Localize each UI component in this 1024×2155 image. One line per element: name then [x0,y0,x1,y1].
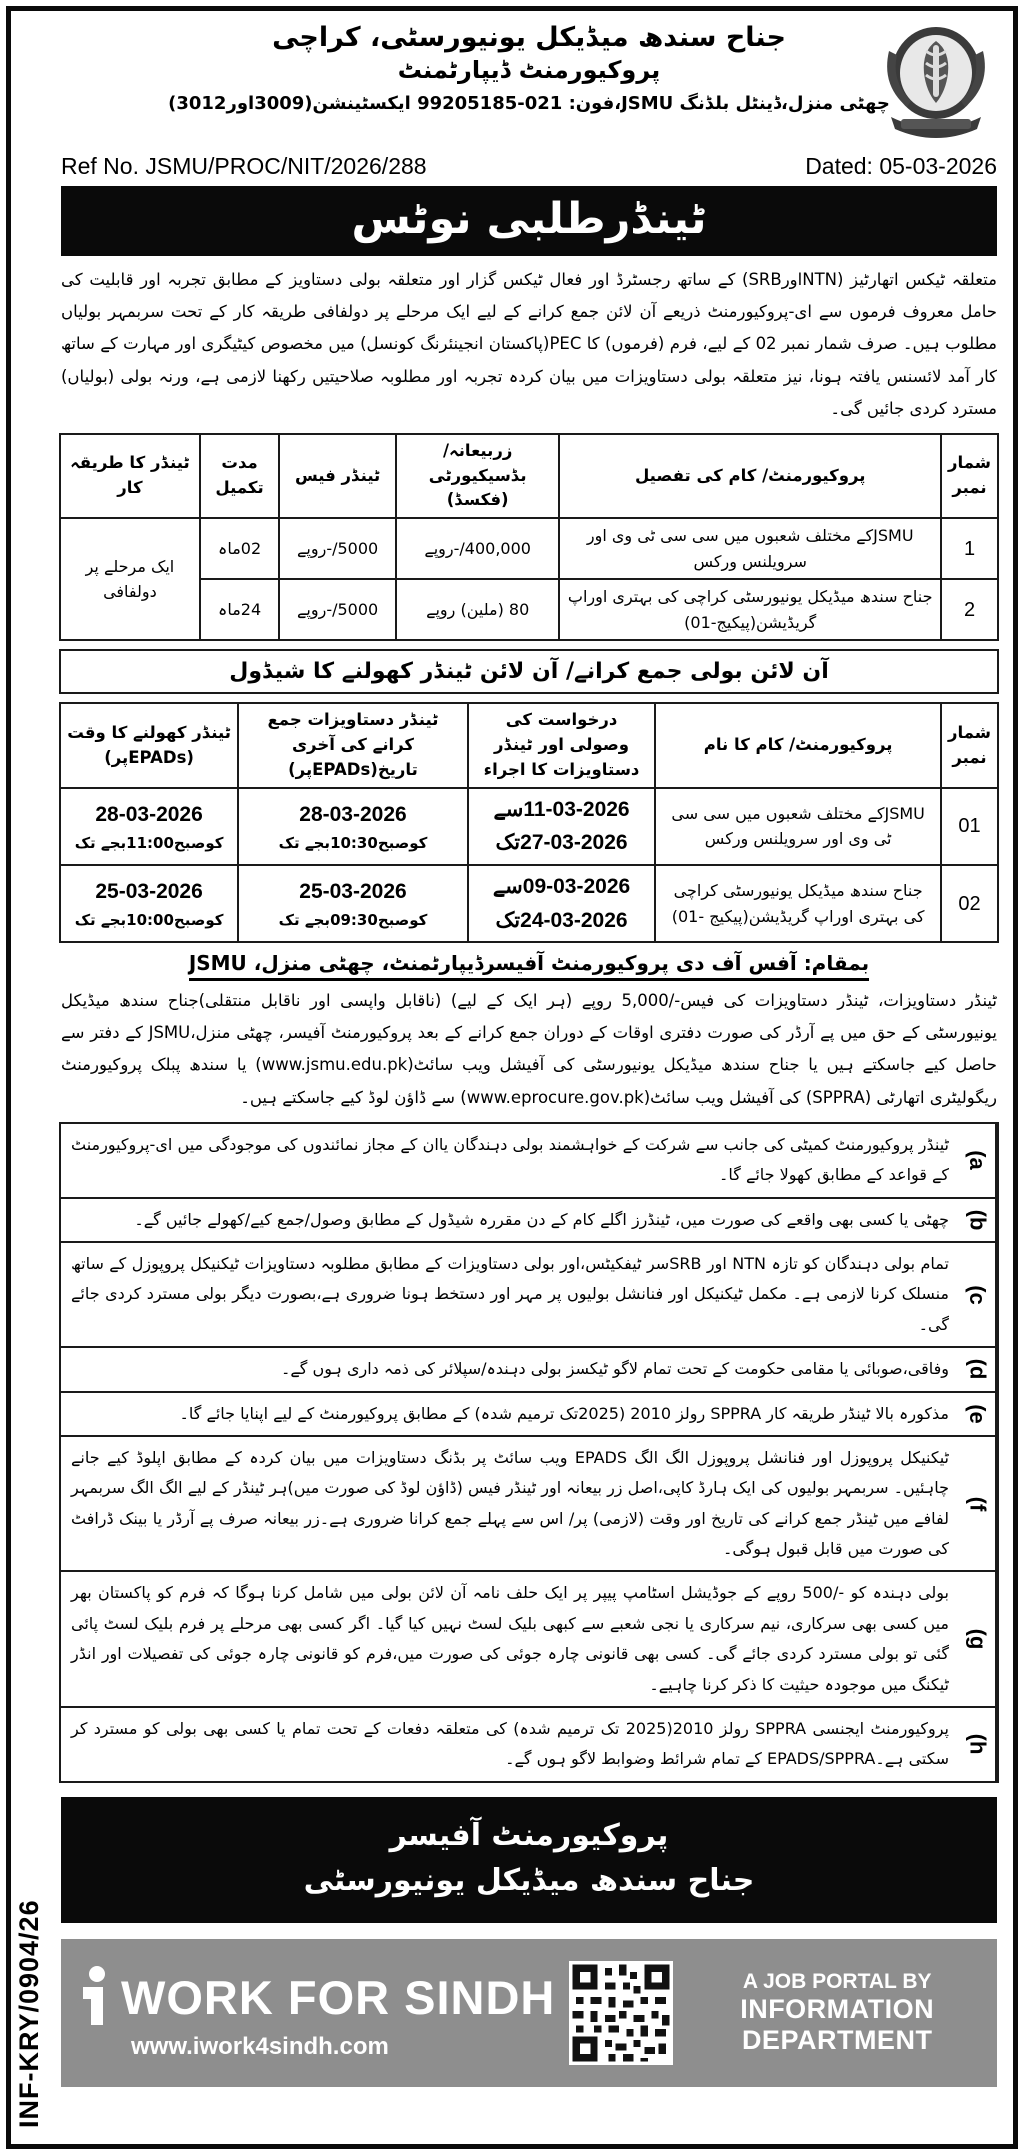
open-time: کوصبح10:00بجے تک [74,911,224,930]
open-date: 28-03-2026 [95,802,203,826]
signature-block [61,1797,997,1923]
col-name: پروکیورمنٹ/ کام کا نام [655,703,941,787]
signatory-org: جناح سندھ میڈیکل یونیورسٹی [303,1862,755,1898]
terms-notes-list [59,1122,999,1783]
opening-cell [60,865,238,942]
note-row-c [61,1243,997,1348]
note-letter: (d [959,1348,997,1390]
note-text: چھٹی یا کسی بھی واقعے کی صورت میں، ٹینڈرز اگلے کام کے دن مقررہ شیڈول کے مطابق وصول/جمع کیے/کھولے جائیں گے۔ [134,1209,949,1229]
iwork-banner [61,1939,997,2087]
last-date: 28-03-2026 [299,802,407,826]
col-duration: مدت تکمیل [200,434,280,518]
serial-cell: 01 [941,788,998,865]
serial-cell: 2 [941,579,998,640]
iwork-brand [71,1965,555,2061]
name-cell: JSMUکے مختلف شعبوں میں سی سی ٹی وی اور سرویلنس ورکس [655,788,941,865]
iwork-main-text: WORK FOR SINDH [121,1971,556,2025]
table-header-row [60,703,998,787]
fee-cell: 5000/-روپے [279,579,396,640]
issue-cell [468,788,655,865]
col-serial: شمار نمبر [941,703,998,787]
university-seal-icon [877,21,995,145]
portal-line1: A JOB PORTAL BY [742,1969,932,1993]
department-name: پروکیورمنٹ ڈیپارٹمنٹ [397,55,661,84]
issue-to: 24-03-2026تک [495,908,628,932]
note-row-a [61,1124,997,1199]
col-method: ٹینڈر کا طریقہ کار [60,434,200,518]
page-frame [6,6,1018,2149]
method-cell: ایک مرحلے پر دولفافی [60,518,200,640]
portal-line2: INFORMATION DEPARTMENT [740,1993,935,2055]
duration-cell: 02ماہ [200,518,280,579]
last-date-cell [238,865,468,942]
col-issue: درخواست کی وصولی اور ٹینڈر دستاویزات کا اجراء [468,703,655,787]
fee-paragraph: ٹینڈر دستاویزات، ٹینڈر دستاویزات کی فیس-/5,000 روپے (ہر ایک کے لیے) (ناقابل واپسی اور ناقابل منتقلی)جناح سندھ میڈیکل یونیورسٹی کے حق میں پے آرڈر کی صورت دفتری اوقات کے دوران جمع کرانے کے بعد پروکیورمنٹ آفیسر، چھٹی منزل،JSMU کے دفتر سے حاصل کیے جاسکتے ہیں یا جناح سندھ میڈیکل یونیورسٹی کی آفیشل ویب سائٹ(www.jsmu.edu.pk) یا سندھ پبلک پروکیورمنٹ ریگولیٹری اتھارٹی (SPPRA) کی آفیشل ویب سائٹ(www.eprocure.gov.pk) سے ڈاؤن لوڈ کیے جاسکتے ہیں۔ [61,991,997,1107]
note-text: تمام بولی دہندگان کو تازہ NTN اور SRBسر ٹیفکیٹس،اور بولی دستاویزات کے مطابق مطلوبہ دستاویزات ٹیکنیکل پروپوزل کے ساتھ منسلک کرنا لازمی ہے۔ مکمل ٹیکنیکل اور فنانشل بولیوں پر مہر اور دستخط ہونا ضروری ہے،بصورت دیگر بولی مسترد کردی جائے گی۔ [71,1253,949,1334]
issue-from: 11-03-2026سے [493,797,630,821]
detail-cell: JSMUکے مختلف شعبوں میں سی سی ٹی وی اور سرویلنس ورکس [559,518,941,579]
address-phone-line: چھٹی منزل،ڈینٹل بلڈنگ JSMU،فون: 021-99205185 ایکسٹینشن(3009اور3012) [168,92,890,114]
note-letter: (b [959,1199,997,1241]
iwork-person-icon [75,1965,115,2031]
note-text: ٹیکنیکل پروپوزل اور فنانشل پروپوزل الگ الگ EPADS ویب سائٹ پر بڈنگ دستاویزات میں بیان کردہ کے مطابق اپلوڈ کیے جانے چاہئیں۔ سربمہر بولیوں کی ایک ہارڈ کاپی،اصل زر بیعانہ اور ٹینڈر فیس (ڈاؤن لوڈ کی صورت میں)ہر ٹینڈر کے لیے الگ الگ سربمہر لفافے میں ٹینڈر جمع کرانے کی تاریخ اور وقت (لازمی) پر/ اس سے پہلے جمع کرانا ضروری ہے۔زر بیعانہ صرف پے آرڈر یا بینک ڈرافٹ کی صورت میں قابل قبول ہوگی۔ [71,1447,950,1559]
note-row-d [61,1348,997,1392]
advert-code-vertical: INF-KRY/0904/26 [14,1899,44,2128]
opening-cell [60,788,238,865]
note-row-b [61,1199,997,1243]
open-time: کوصبح11:00بجے تک [74,834,224,853]
tender-details-table [59,433,999,642]
note-letter: (c [959,1243,997,1346]
venue-line: بمقام: آفس آف دی پروکیورمنٹ آفیسرڈیپارٹمنٹ، چھٹی منزل، JSMU [59,951,999,981]
duration-cell: 24ماہ [200,579,280,640]
note-text: وفاقی،صوبائی یا مقامی حکومت کے تحت تمام لاگو ٹیکسز بولی دہندہ/سپلائر کی ذمہ داری ہوں گے۔ [281,1359,949,1379]
security-cell: 400,000/-روپے [396,518,559,579]
note-letter: (h [959,1708,997,1781]
iwork-url[interactable]: www.iwork4sindh.com [131,2032,389,2060]
note-letter: (f [959,1437,997,1571]
portal-caption [687,1970,987,2056]
col-opening: ٹینڈر کھولنے کا وقت (EPADsپر) [60,703,238,787]
col-serial: شمار نمبر [941,434,998,518]
table-row [60,518,998,579]
note-text: ٹینڈر پروکیورمنٹ کمیٹی کی جانب سے شرکت کے خواہشمند بولی دہندگان یاان کے مجاز نمائندوں کی موجودگی میں ای-پروکیورمنٹ کے قواعد کے مطابق کھولا جائے گا۔ [71,1134,949,1185]
last-time: کوصبح09:30بجے تک [278,911,428,930]
issue-cell [468,865,655,942]
table-row [60,788,998,865]
serial-cell: 1 [941,518,998,579]
note-row-e [61,1393,997,1437]
ref-row [61,153,997,180]
detail-cell: جناح سندھ میڈیکل یونیورسٹی کراچی کی بہتری اوراپ گریڈیشن(پیکیج-01) [559,579,941,640]
note-letter: (a [959,1124,997,1197]
issue-to: 27-03-2026تک [495,831,628,855]
col-fee: ٹینڈر فیس [279,434,396,518]
fee-cell: 5000/-روپے [279,518,396,579]
note-row-f [61,1437,997,1573]
signatory-title: پروکیورمنٹ آفیسر [389,1817,669,1853]
note-text: مذکورہ بالا ٹینڈر طریقہ کار SPPRA رولز 2010 (2025تک ترمیم شدہ) کے مطابق پروکیورمنٹ کے لیے اپنایا جائے گا۔ [179,1403,949,1423]
tender-notice-title: ٹینڈرطلبی نوٹس [61,186,997,256]
serial-cell: 02 [941,865,998,942]
university-name: جناح سندھ میڈیکل یونیورسٹی، کراچی [272,22,786,53]
intro-paragraph: متعلقہ ٹیکس اتھارٹیز (NTNاورSRB) کے ساتھ رجسٹرڈ اور فعال ٹیکس گزار اور متعلقہ بولی دستاویز کے مطابق تجربہ اور قابلیت کی حامل معروف فرموں سے ای-پروکیورمنٹ ذریعے آن لائن جمع کرانے کے لیے ایک مرحلے پر دولفافی طریقہ کار کے تحت سربمہر بولیاں مطلوب ہیں۔ صرف شمار نمبر 02 کے لیے، فرم (فرموں) کا PEC(پاکستان انجینئرنگ کونسل) میں مخصوص کیٹیگری اور مہارت کے ساتھ کار آمد لائسنس یافتہ ہونا، نیز متعلقہ بولی دستاویزات میں بیان کردہ تجربہ اور مطلوبہ صلاحیتیں رکھنا لازمی ہے، ورنہ بولی (بولیاں) مسترد کردی جائیں گی۔ [61,270,997,418]
table-row [60,865,998,942]
schedule-title: آن لائن بولی جمع کرانے/ آن لائن ٹینڈر کھولنے کا شیڈول [59,649,999,694]
open-date: 25-03-2026 [95,879,203,903]
col-detail: پروکیورمنٹ/ کام کی تفصیل [559,434,941,518]
note-row-g [61,1572,997,1708]
col-security: زربیعانہ/بڈسیکیورٹی (فکسڈ) [396,434,559,518]
ref-number: Ref No. JSMU/PROC/NIT/2026/288 [61,153,427,179]
last-date-cell [238,788,468,865]
qr-code-icon [569,1961,673,2065]
col-last-date: ٹینڈر دستاویزات جمع کرانے کی آخری تاریخ(EPADsپر) [238,703,468,787]
last-date: 25-03-2026 [299,879,407,903]
table-header-row [60,434,998,518]
note-text: پروکیورمنٹ ایجنسی SPPRA رولز 2010(2025 تک ترمیم شدہ) کی متعلقہ دفعات کے تحت تمام یا کسی بھی بولی کو مسترد کر سکتی ہے۔EPADS/SPPRA کے تمام شرائط وضوابط لاگو ہوں گے۔ [71,1719,950,1769]
dated: Dated: 05-03-2026 [805,153,997,179]
name-cell: جناح سندھ میڈیکل یونیورسٹی کراچی کی بہتری اوراپ گریڈیشن(پیکیج -01) [655,865,941,942]
note-row-h [61,1708,997,1781]
schedule-table [59,702,999,943]
last-time: کوصبح10:30بجے تک [278,834,428,853]
note-text: بولی دہندہ کو -/500 روپے کے جوڈیشل اسٹامپ پیپر پر ایک حلف نامہ آن لائن بولی میں شامل کرنا ہوگا کہ فرم کو پاکستان بھر میں کسی بھی سرکاری، نیم سرکاری یا نجی شعبے سے کبھی بلیک لسٹ نہیں کیا گیا۔ اگر کسی بھی مرحلے پر فرم بلیک لسٹ پائی گئی تو بولی مسترد کردی جائے گی۔ کسی بھی قانونی چارہ جوئی کی صورت میں،فرم کو قانونی چارہ جوئی کی تفصیلات اور انڈر ٹیکنگ میں موجودہ حیثیت کا ذکر کرنا چاہیے۔ [71,1583,949,1694]
security-cell: 80 (ملین) روپے [396,579,559,640]
note-letter: (e [959,1393,997,1435]
table-row [60,579,998,640]
header [59,21,999,149]
note-letter: (g [959,1572,997,1706]
issue-from: 09-03-2026سے [492,874,631,898]
